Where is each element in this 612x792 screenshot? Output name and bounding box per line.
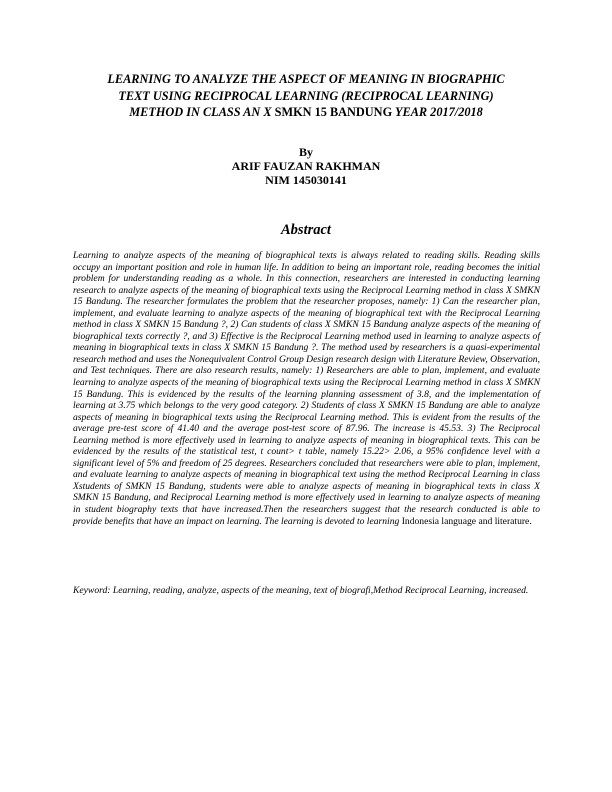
title-segment-upright: SMKN 15 BANDUNG [274,105,393,120]
author-name: ARIF FAUZAN RAKHMAN [231,159,381,174]
author-block [100,145,512,188]
title-segment: METHOD IN CLASS AN X [129,105,275,120]
abstract-heading: Abstract [281,222,331,238]
keywords: Keyword: Learning, reading, analyze, aspects of the meaning, text of biografi,Method Reciprocal Learning, increased. [73,585,529,596]
abstract-text-upright: Indonesia language and literature. [401,515,532,527]
title-segment: YEAR 2017/2018 [392,105,483,120]
abstract-body [73,250,540,527]
title-line: LEARNING TO ANALYZE THE ASPECT OF MEANING IN BIOGRAPHIC [107,72,505,86]
abstract-text: Learning to analyze aspects of the meaning of biographical texts is always related to reading skills. Reading skills occupy an important position and role in human life. In addition to being an important role, reading becomes the initial problem for understanding reading as a whole. In this connection, researchers are interested in conducting learning research to analyze aspects of the meaning of biographical texts using the Reciprocal Learning method in class X SMKN 15 Bandung. The researcher formulates the problem that the researcher proposes, namely: 1) Can the researcher plan, implement, and evaluate learning to analyze aspects of the meaning of biographical text with the Reciprocal Learning method in class X SMKN 15 Bandung ?, 2) Can students of class X SMKN 15 Bandung analyze aspects of the meaning of biographical texts correctly ?, and 3) Effective is the Reciprocal Learning method used in learning to analyze aspects of meaning in biographical texts in class X SMKN 15 Bandung ?. The method used by researchers is a quasi-experimental research method and uses the Nonequivalent Control Group Design research design with Literature Review, Observation, and Test techniques. There are also research results, namely: 1) Researchers are able to plan, implement, and evaluate learning to analyze aspects of the meaning of biographical texts using the Reciprocal Learning method in class X SMKN 15 Bandung. This is evidenced by the results of the learning planning assessment of 3.8, and the implementation of learning at 3.75 which belongs to the very good category. 2) Students of class X SMKN 15 Bandung are able to analyze aspects of meaning in biographical texts using the Reciprocal Learning method. This is evident from the results of the average pre-test score of 41.40 and the average post-test score of 87.96. The increase is 45.53. 3) The Reciprocal Learning method is more effectively used in learning to analyze aspects of meaning in biographical texts. This can be evidenced by the results of the statistical test, t count> t table, namely 15.22> 2.06, a 95% confidence level with a significant level of 5% and freedom of 25 degrees. Researchers concluded that researchers were able to plan, implement, and evaluate learning to analyze aspects of meaning in biographical text using the method Reciprocal Learning in class Xstudents of SMKN 15 Bandung, students were able to analyze aspects of meaning in biographical texts in class X SMKN 15 Bandung, and Reciprocal Learning method is more effectively used in learning to analyze aspects of meaning in student biography texts that have increased.Then the researchers suggest that the research conducted is able to provide benefits that have an impact on learning. The learning is devoted to learning [73,250,540,527]
by-label: By [298,145,313,159]
student-id: NIM 145030141 [265,173,347,188]
title-line: TEXT USING RECIPROCAL LEARNING (RECIPROCAL LEARNING) [118,88,494,103]
title-line [60,104,552,121]
paper-title [60,71,552,121]
